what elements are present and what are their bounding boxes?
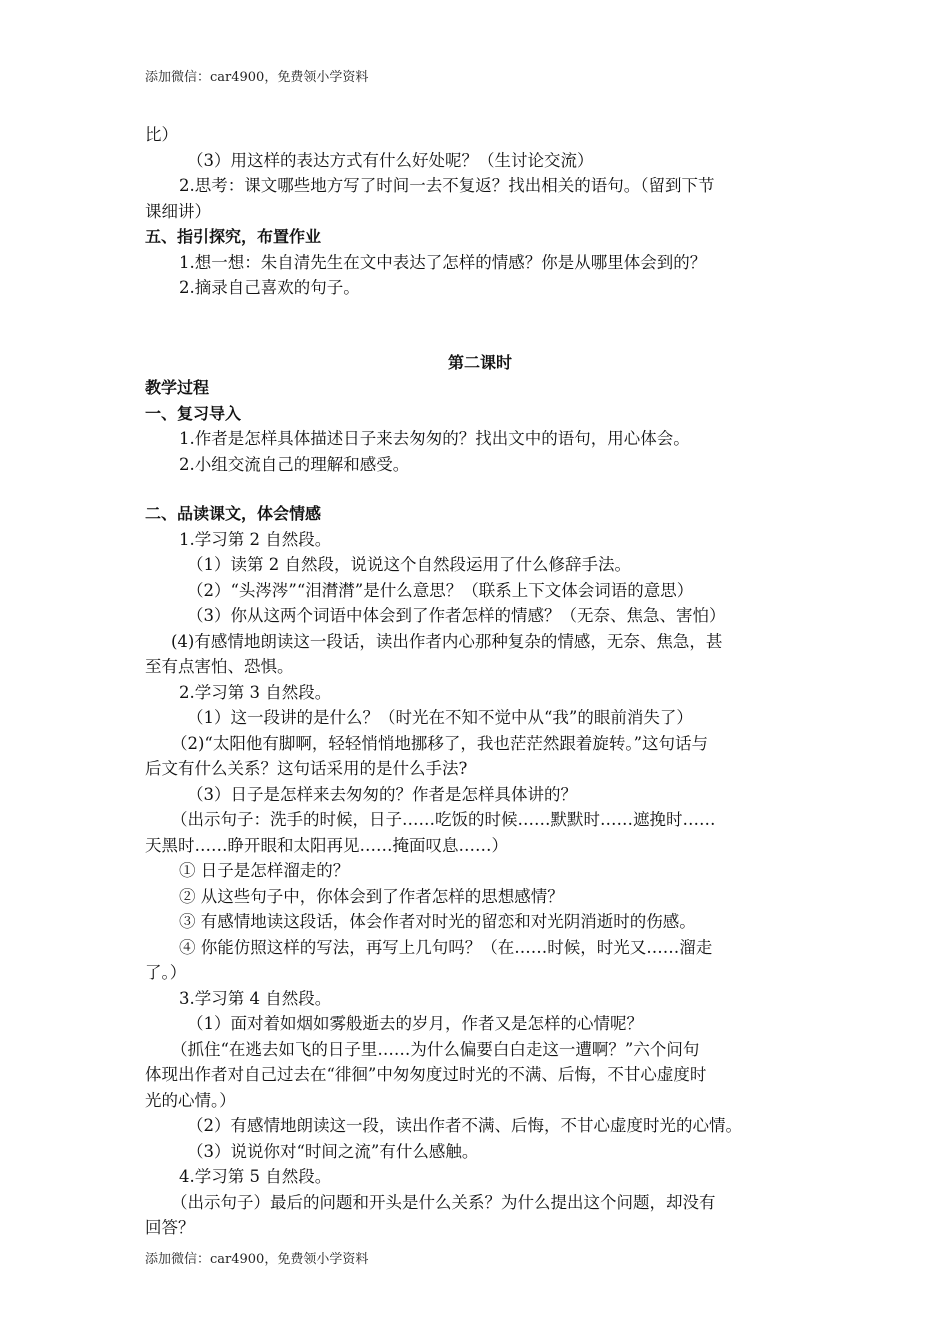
text-line: （抓住“在逃去如飞的日子里……为什么偏要白白走这一遭啊？”六个问句 bbox=[171, 1039, 700, 1059]
text-line: ② 从这些句子中，你体会到了作者怎样的思想感情？ bbox=[179, 886, 564, 906]
document-body bbox=[145, 122, 815, 1241]
text-line: （2）“头涔涔”“泪潸潸”是什么意思？（联系上下文体会词语的意思） bbox=[187, 580, 694, 600]
page-footer: 添加微信：car4900，免费领小学资料 bbox=[145, 1252, 369, 1267]
text-line: （3）日子是怎样来去匆匆的？作者是怎样具体讲的？ bbox=[187, 784, 577, 804]
text-line: 体现出作者对自己过去在“徘徊”中匆匆度过时光的不满、后悔，不甘心虚度时 bbox=[145, 1065, 707, 1084]
text-line: 2.摘录自己喜欢的句子。 bbox=[179, 278, 360, 297]
text-line: 至有点害怕、恐惧。 bbox=[145, 657, 294, 676]
text-line: （3）你从这两个词语中体会到了作者怎样的情感？（无奈、焦急、害怕） bbox=[187, 606, 726, 625]
text-line: 比） bbox=[145, 125, 178, 144]
section-heading: 教学过程 bbox=[145, 378, 210, 397]
text-line: ③ 有感情地读这段话，体会作者对时光的留恋和对光阴消逝时的伤感。 bbox=[179, 912, 696, 931]
text-line: 2.思考：课文哪些地方写了时间一去不复返？找出相关的语句。（留到下节 bbox=[179, 176, 715, 195]
text-line: 课细讲） bbox=[145, 201, 211, 221]
page-header: 添加微信：car4900，免费领小学资料 bbox=[145, 70, 369, 85]
text-line: （3）说说你对“时间之流”有什么感触。 bbox=[187, 1141, 479, 1161]
text-line: 天黑时……睁开眼和太阳再见……掩面叹息……） bbox=[145, 835, 508, 855]
text-line: （1）这一段讲的是什么？（时光在不知不觉中从“我”的眼前消失了） bbox=[187, 708, 693, 727]
text-line: 光的心情。） bbox=[145, 1090, 236, 1110]
text-line: 2.学习第 3 自然段。 bbox=[179, 682, 332, 702]
text-line: (4)有感情地朗读这一段话，读出作者内心那种复杂的情感，无奈、焦急，甚 bbox=[171, 631, 723, 651]
text-line: （2)“太阳他有脚啊，轻轻悄悄地挪移了，我也茫茫然跟着旋转。”这句话与 bbox=[171, 733, 709, 753]
text-line: ① 日子是怎样溜走的？ bbox=[179, 861, 350, 880]
text-line: 2.小组交流自己的理解和感受。 bbox=[179, 454, 410, 474]
text-line: 后文有什么关系？这句话采用的是什么手法? bbox=[145, 759, 468, 778]
text-line: （3）用这样的表达方式有什么好处呢？（生讨论交流） bbox=[187, 150, 594, 170]
section-heading: 二、品读课文，体会情感 bbox=[145, 504, 322, 523]
text-line: 1.作者是怎样具体描述日子来去匆匆的？找出文中的语句，用心体会。 bbox=[179, 429, 690, 448]
text-line: 1.学习第 2 自然段。 bbox=[179, 529, 332, 549]
text-line: （1）读第 2 自然段，说说这个自然段运用了什么修辞手法。 bbox=[187, 555, 631, 574]
text-line: 4.学习第 5 自然段。 bbox=[179, 1167, 332, 1186]
section-heading: 五、指引探究，布置作业 bbox=[145, 227, 322, 246]
text-line: 了。） bbox=[145, 963, 187, 982]
text-line: 3.学习第 4 自然段。 bbox=[179, 988, 332, 1008]
section-heading: 一、复习导入 bbox=[145, 403, 242, 423]
text-line: （2）有感情地朗读这一段，读出作者不满、后悔，不甘心虚度时光的心情。 bbox=[187, 1116, 742, 1135]
text-line: （出示句子）最后的问题和开头是什么关系？为什么提出这个问题，却没有 bbox=[171, 1192, 716, 1212]
text-line: ④ 你能仿照这样的写法，再写上几句吗？（在……时候，时光又……溜走 bbox=[179, 937, 713, 957]
lesson-title: 第二课时 bbox=[447, 352, 512, 372]
text-line: （1）面对着如烟如雾般逝去的岁月，作者又是怎样的心情呢？ bbox=[187, 1014, 643, 1033]
text-line: （出示句子：洗手的时候，日子……吃饭的时候……默默时……遮挽时…… bbox=[171, 810, 716, 829]
text-line: 回答？ bbox=[145, 1218, 195, 1237]
text-line: 1.想一想：朱自清先生在文中表达了怎样的情感？你是从哪里体会到的？ bbox=[179, 252, 707, 272]
